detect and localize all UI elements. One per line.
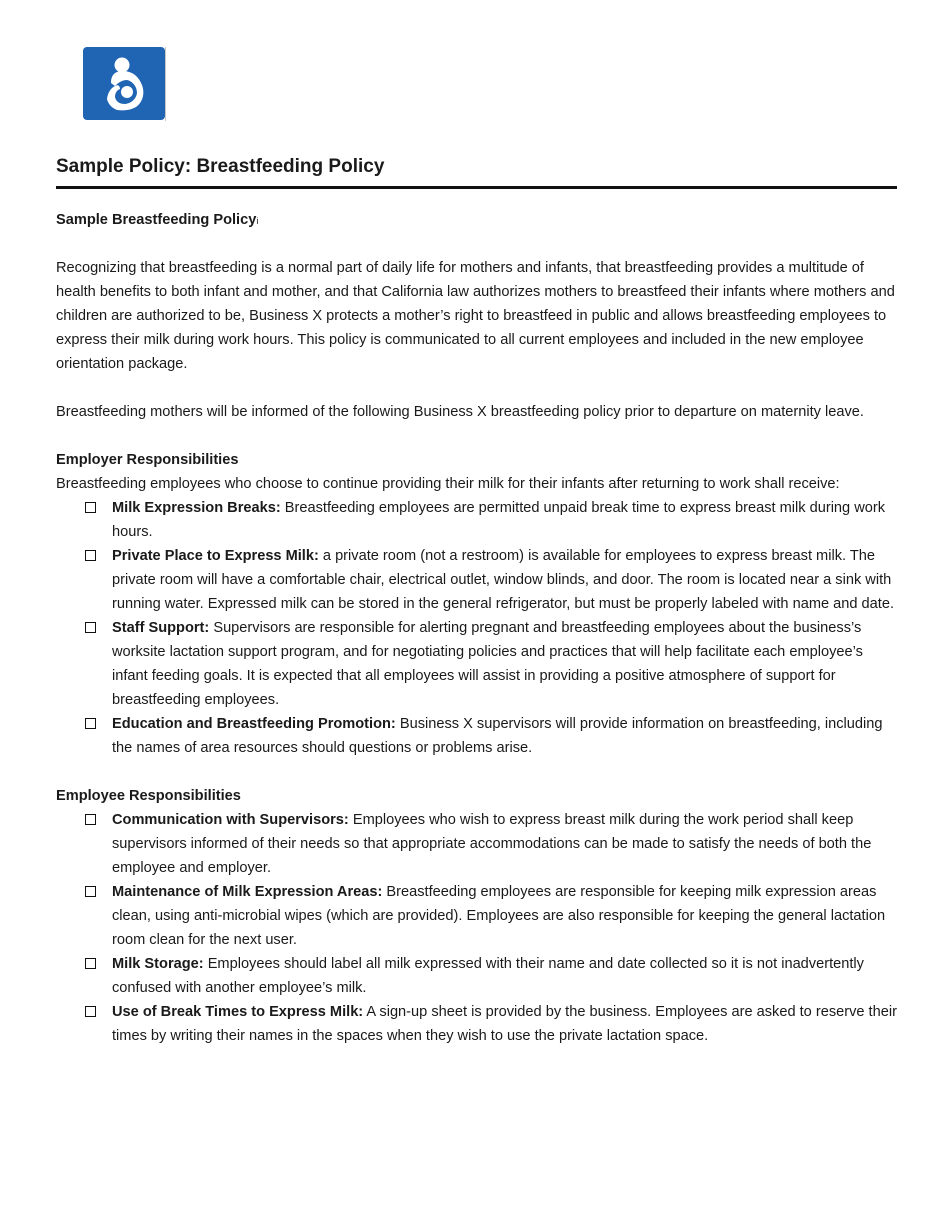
second-paragraph: Breastfeeding mothers will be informed of the following Business X breastfeeding policy prior to departure on maternity leave. [56,404,864,420]
employee-item-communication [56,808,898,880]
logo-divider [165,47,166,121]
employer-heading: Employer Responsibilities [56,452,239,468]
page-title: Sample Policy: Breastfeeding Policy [56,156,385,177]
employee-item-maintenance [56,880,898,952]
employee-item-milk-storage [56,952,898,1000]
item-text: Breastfeeding employees are permitted unpaid break time to express breast milk during work hours. [112,500,886,540]
item-text: a private room (not a restroom) is available for employees to express breast milk. The private room will have a comfortable chair, electrical outlet, window blinds, and door. The room is located near a sink with running water. Expressed milk can be stored in the general refrigerator, but must be properly labeled with name and date. [112,548,895,612]
employer-intro: Breastfeeding employees who choose to continue providing their milk for their infants after returning to work shall receive: [56,476,840,492]
page-title-section [56,154,897,189]
employer-item-staff-support [56,616,898,712]
document-subtitle-text: Sample Breastfeeding Policy [56,212,257,228]
item-title: Education and Breastfeeding Promotion: [112,716,396,732]
checkbox-icon [85,718,96,729]
employer-item-education [56,712,898,760]
employer-item-private-place [56,544,898,616]
item-title: Use of Break Times to Express Milk: [112,1004,364,1020]
item-text: Breastfeeding employees are responsible for keeping milk expression areas clean, using anti-microbial wipes (which are provided). Employees are also responsible for keeping the general lactation room clean for the next user. [112,884,886,948]
employee-item-break-times [56,1000,898,1048]
item-title: Milk Expression Breaks: [112,500,281,516]
item-text: Employees who wish to express breast milk during the work period shall keep supervisors informed of their needs so that appropriate accommodations can be made to satisfy the needs of both the employee and employer. [112,812,872,876]
endnote-marker: i [256,216,259,226]
employer-checklist [56,496,898,760]
item-text: Supervisors are responsible for alerting pregnant and breastfeeding employees about the business’s worksite lactation support program, and for negotiating policies and practices that will help facilitate each employee’s infant feeding goals. It is expected that all employees will assist in providing a positive atmosphere of support for breastfeeding employees. [112,620,863,708]
checkbox-icon [85,814,96,825]
breastfeeding-icon [83,47,165,120]
item-title: Communication with Supervisors: [112,812,349,828]
item-title: Private Place to Express Milk: [112,548,319,564]
checkbox-icon [85,502,96,513]
intro-paragraph: Recognizing that breastfeeding is a normal part of daily life for mothers and infants, that breastfeeding provides a multitude of health benefits to both infant and mother, and that California law authorizes mothers to breastfeed their infants where mothers and children are authorized to be, Business X protects a mother’s right to breastfeed in public and allows breastfeeding employees to express their milk during work hours. This policy is communicated to all current employees and included in the new employee orientation package. [56,260,895,372]
item-title: Milk Storage: [112,956,204,972]
checkbox-icon [85,886,96,897]
item-text: A sign-up sheet is provided by the business. Employees are asked to reserve their times by writing their names in the spaces when they wish to use the private lactation space. [112,1004,897,1044]
spacer [56,376,898,400]
document-body [56,208,898,1048]
item-title: Staff Support: [112,620,210,636]
item-text: Employees should label all milk expressed with their name and date collected so it is not inadvertently confused with another employee’s milk. [112,956,864,996]
checkbox-icon [85,958,96,969]
checkbox-icon [85,1006,96,1017]
spacer [56,760,898,784]
document-subtitle [56,208,898,232]
employer-item-milk-expression-breaks [56,496,898,544]
employee-checklist [56,808,898,1048]
spacer [56,232,898,256]
spacer [56,424,898,448]
breastfeeding-logo [83,47,165,120]
item-text: Business X supervisors will provide information on breastfeeding, including the names of area resources should questions or problems arise. [112,716,883,756]
employee-heading: Employee Responsibilities [56,788,241,804]
item-title: Maintenance of Milk Expression Areas: [112,884,383,900]
checkbox-icon [85,550,96,561]
checkbox-icon [85,622,96,633]
